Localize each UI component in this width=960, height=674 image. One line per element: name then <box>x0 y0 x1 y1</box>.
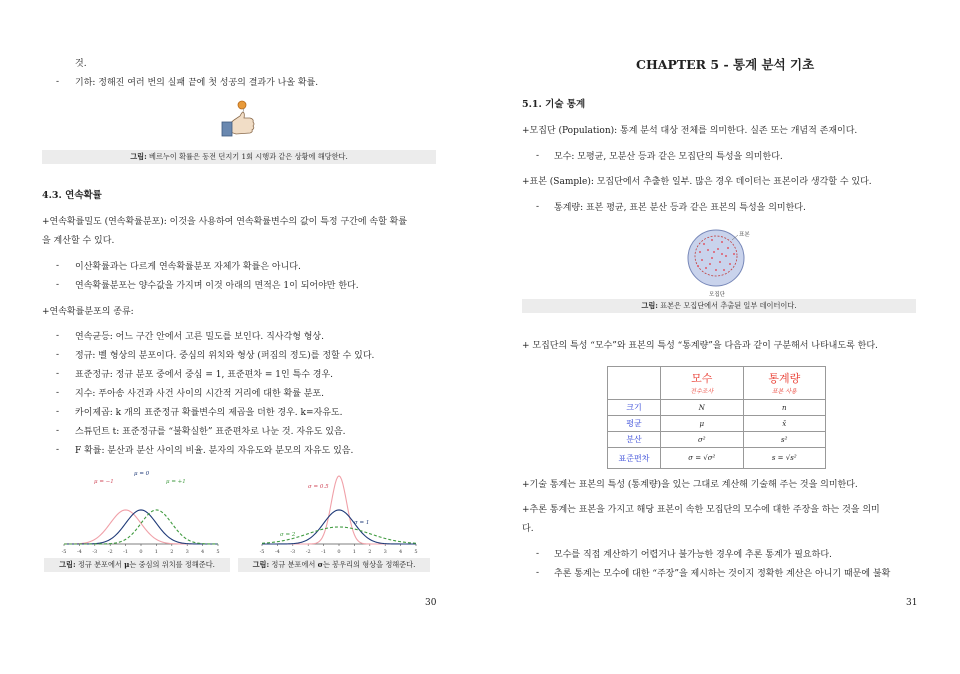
x-tick-label: 0 <box>139 549 143 555</box>
sample-point <box>717 248 719 250</box>
curve-mu-0 <box>64 510 218 544</box>
label-mu-0: μ = 0 <box>134 471 150 477</box>
sample-point <box>703 243 705 245</box>
sample-point <box>697 265 699 267</box>
sample-point <box>721 241 723 243</box>
x-tick-label: 3 <box>383 549 387 555</box>
inferential-line-1: +추론 통계는 표본을 가지고 해당 표본이 속한 모집단의 모수에 대한 주장을 하는 것을 의미 <box>522 505 880 515</box>
sample-point <box>715 269 717 271</box>
caption-label: 그림: <box>130 152 147 161</box>
x-tick-label: -4 <box>76 549 82 555</box>
type-bullet-exponential: 지수: 푸아송 사건과 사건 사이의 시간적 거리에 대한 확률 분포. <box>75 389 324 399</box>
header-main: 통계량 <box>768 371 801 385</box>
caption-text: 는 중심의 위치를 정해준다. <box>129 560 215 569</box>
figure-caption-bernoulli <box>42 150 436 164</box>
parameter-statistic-table <box>607 366 826 469</box>
page-number: 30 <box>425 598 437 608</box>
bullet-dash: - <box>56 77 60 87</box>
sample-label: 표본 <box>739 232 750 238</box>
bullet-dash: - <box>56 350 60 360</box>
caption-label: 그림: <box>59 560 76 569</box>
pdf-bullet: 이산확률과는 다르게 연속확률분포 자체가 확률은 아니다. <box>75 262 301 272</box>
sample-point <box>727 247 729 249</box>
caption-text: 베르누이 확률은 동전 던지기 1회 시행과 같은 상황에 해당한다. <box>146 152 348 161</box>
sample-bullet: 통계량: 표본 평균, 표본 분산 등과 같은 표본의 특성을 의미한다. <box>554 203 806 213</box>
sample-point <box>733 253 735 255</box>
row-statistic: x̄ <box>743 416 825 432</box>
type-bullet-normal: 정규: 벨 형상의 분포이다. 중심의 위치와 형상 (퍼짐의 정도)를 정할 수 있다. <box>75 351 375 361</box>
bullet-dash: - <box>56 261 60 271</box>
normal-sigma-plot <box>256 466 422 558</box>
sample-point <box>709 263 711 265</box>
x-tick-label: -1 <box>321 549 327 555</box>
header-sub: 표본 사용 <box>771 387 797 395</box>
caption-label: 그림: <box>252 560 270 569</box>
section-heading-descriptive: 5.1. 기술 통계 <box>522 99 586 110</box>
x-tick-label: 5 <box>216 549 220 555</box>
bullet-dash: - <box>536 151 540 161</box>
bullet-dash: - <box>536 568 540 578</box>
inferential-bullet: 모수를 직접 계산하기 어렵거나 불가능한 경우에 추론 통계가 필요하다. <box>554 550 832 560</box>
sample-point <box>701 259 703 261</box>
row-parameter: N <box>661 400 743 416</box>
sample-point <box>699 251 701 253</box>
bullet-dash: - <box>56 280 60 290</box>
sample-line: +표본 (Sample): 모집단에서 추출한 일부. 많은 경우 데이터는 표본이라 생각할 수 있다. <box>522 177 872 187</box>
label-sigma-0-5: σ = 0.5 <box>308 484 329 490</box>
bullet-dash: - <box>56 369 60 379</box>
x-tick-label: -3 <box>290 549 296 555</box>
paragraph-continuation: 것. <box>75 59 87 69</box>
left-page <box>0 0 478 674</box>
curve-mu-neg1 <box>64 510 218 544</box>
x-tick-label: -3 <box>92 549 98 555</box>
inferential-bullet: 추론 통계는 모수에 대한 “주장”을 제시하는 것이지 정확한 계산은 아니기 때문에 불확 <box>554 569 891 579</box>
x-tick-label: -1 <box>123 549 129 555</box>
sigma-symbol: σ <box>317 560 323 569</box>
bullet-geometric: 기하: 정해진 여러 번의 실패 끝에 첫 성공의 결과가 나올 확률. <box>75 78 319 88</box>
table-row <box>608 448 826 469</box>
x-tick-label: 1 <box>154 549 158 555</box>
x-tick-label: -4 <box>274 549 280 555</box>
x-tick-label: 4 <box>201 549 205 555</box>
row-label: 분산 <box>608 432 661 448</box>
bullet-dash: - <box>56 407 60 417</box>
sample-point <box>721 253 723 255</box>
pdf-bullet: 연속확률분포는 양수값을 가지며 이것 아래의 면적은 1이 되어야만 한다. <box>75 281 359 291</box>
row-statistic: s² <box>743 432 825 448</box>
table-header-parameter <box>661 367 743 400</box>
table-header-statistic <box>743 367 825 400</box>
caption-label: 그림: <box>641 301 658 310</box>
caption-text: 정규 분포에서 <box>75 560 125 569</box>
table-row <box>608 416 826 432</box>
sample-point <box>729 263 731 265</box>
coin-icon <box>238 101 246 109</box>
label-mu-neg1: μ = −1 <box>94 479 114 485</box>
section-heading-continuous: 4.3. 연속확률 <box>42 190 102 201</box>
bullet-dash: - <box>56 426 60 436</box>
row-label: 표준편차 <box>608 448 661 469</box>
row-statistic: s = √s² <box>743 448 825 469</box>
caption-text: 정규 분포에서 <box>269 560 318 569</box>
row-statistic: n <box>743 400 825 416</box>
type-bullet-chi-square: 카이제곱: k 개의 표준정규 확률변수의 제곱을 더한 경우. k=자유도. <box>75 408 343 418</box>
sample-point <box>713 251 715 253</box>
label-sigma-1: σ = 1 <box>354 520 370 526</box>
distinction-line: + 모집단의 특성 “모수”와 표본의 특성 “통계량”을 다음과 같이 구분해서 나타내도록 한다. <box>522 341 878 351</box>
x-tick-label: 0 <box>337 549 341 555</box>
bullet-dash: - <box>56 445 60 455</box>
type-bullet-standard-normal: 표준정규: 정규 분포 중에서 중심 = 1, 표준편차 = 1인 특수 경우. <box>75 370 334 380</box>
table-header-row <box>608 367 826 400</box>
population-line: +모집단 (Population): 통계 분석 대상 전체를 의미한다. 실존 또는 개념적 존재이다. <box>522 126 858 136</box>
sample-point <box>711 257 713 259</box>
label-sigma-2: σ = 2 <box>280 532 296 538</box>
sample-point <box>723 269 725 271</box>
pdf-line-1: +연속확률밀도 (연속확률분포): 이것을 사용하여 연속확률변수의 값이 특정 구간에 속할 확률 <box>42 217 408 227</box>
header-sub: 전수조사 <box>690 387 714 395</box>
bullet-dash: - <box>56 388 60 398</box>
x-tick-label: 2 <box>368 549 372 555</box>
row-parameter: μ <box>661 416 743 432</box>
population-sample-diagram <box>682 224 762 298</box>
chapter-title: CHAPTER 5 - 통계 분석 기초 <box>636 57 815 72</box>
caption-text: 표본은 모집단에서 추출된 일부 데이터이다. <box>657 301 797 310</box>
x-tick-label: 5 <box>414 549 418 555</box>
x-tick-label: 3 <box>185 549 189 555</box>
x-tick-label: -5 <box>61 549 67 555</box>
normal-mu-plot <box>58 466 224 558</box>
x-tick-label: 4 <box>399 549 403 555</box>
sample-point <box>711 239 713 241</box>
population-label: 모집단 <box>709 292 725 298</box>
x-tick-label: 2 <box>170 549 174 555</box>
sample-point <box>705 267 707 269</box>
sample-point <box>719 261 721 263</box>
caption-text: 는 봉우리의 형상을 정해준다. <box>322 560 416 569</box>
bullet-dash: - <box>56 331 60 341</box>
x-tick-label: -5 <box>259 549 265 555</box>
right-page <box>482 0 960 674</box>
page-number: 31 <box>906 598 918 608</box>
figure-caption-mu <box>44 558 230 572</box>
figure-caption-sigma <box>238 558 430 572</box>
table-row <box>608 432 826 448</box>
curve-mu-pos1 <box>64 510 218 544</box>
label-mu-pos1: μ = +1 <box>166 479 186 485</box>
table-row <box>608 400 826 416</box>
bullet-dash: - <box>536 202 540 212</box>
pdf-line-2: 을 계산할 수 있다. <box>42 236 115 246</box>
coin-flip-illustration <box>220 98 266 146</box>
type-bullet-uniform: 연속균등: 어느 구간 안에서 고른 밀도를 보인다. 직사각형 형상. <box>75 332 324 342</box>
figure-caption-population <box>522 299 916 313</box>
sample-point <box>707 249 709 251</box>
curve-sigma-1 <box>262 510 416 544</box>
mu-symbol: μ <box>124 560 130 569</box>
x-tick-label: -2 <box>305 549 311 555</box>
types-heading: +연속확률분포의 종류: <box>42 307 134 317</box>
row-label: 평균 <box>608 416 661 432</box>
x-tick-label: -2 <box>107 549 113 555</box>
bullet-dash: - <box>536 549 540 559</box>
type-bullet-f: F 확률: 분산과 분산 사이의 비율. 분자의 자유도와 분모의 자유도 있음. <box>75 446 354 456</box>
descriptive-line: +기술 통계는 표본의 특성 (통계량)을 있는 그대로 계산해 기술해 주는 것을 의미한다. <box>522 480 858 490</box>
inferential-line-2: 다. <box>522 524 534 534</box>
row-parameter: σ² <box>661 432 743 448</box>
row-label: 크기 <box>608 400 661 416</box>
sample-point <box>725 255 727 257</box>
header-main: 모수 <box>691 371 713 385</box>
population-circle <box>688 230 744 286</box>
x-tick-label: 1 <box>352 549 356 555</box>
table-corner-cell <box>608 367 661 400</box>
type-bullet-student-t: 스튜던트 t: 표준정규를 “불확실한” 표준편차로 나눈 것. 자유도 있음. <box>75 427 346 437</box>
population-bullet: 모수: 모평균, 모분산 등과 같은 모집단의 특성을 의미한다. <box>554 152 783 162</box>
row-parameter: σ = √σ² <box>661 448 743 469</box>
